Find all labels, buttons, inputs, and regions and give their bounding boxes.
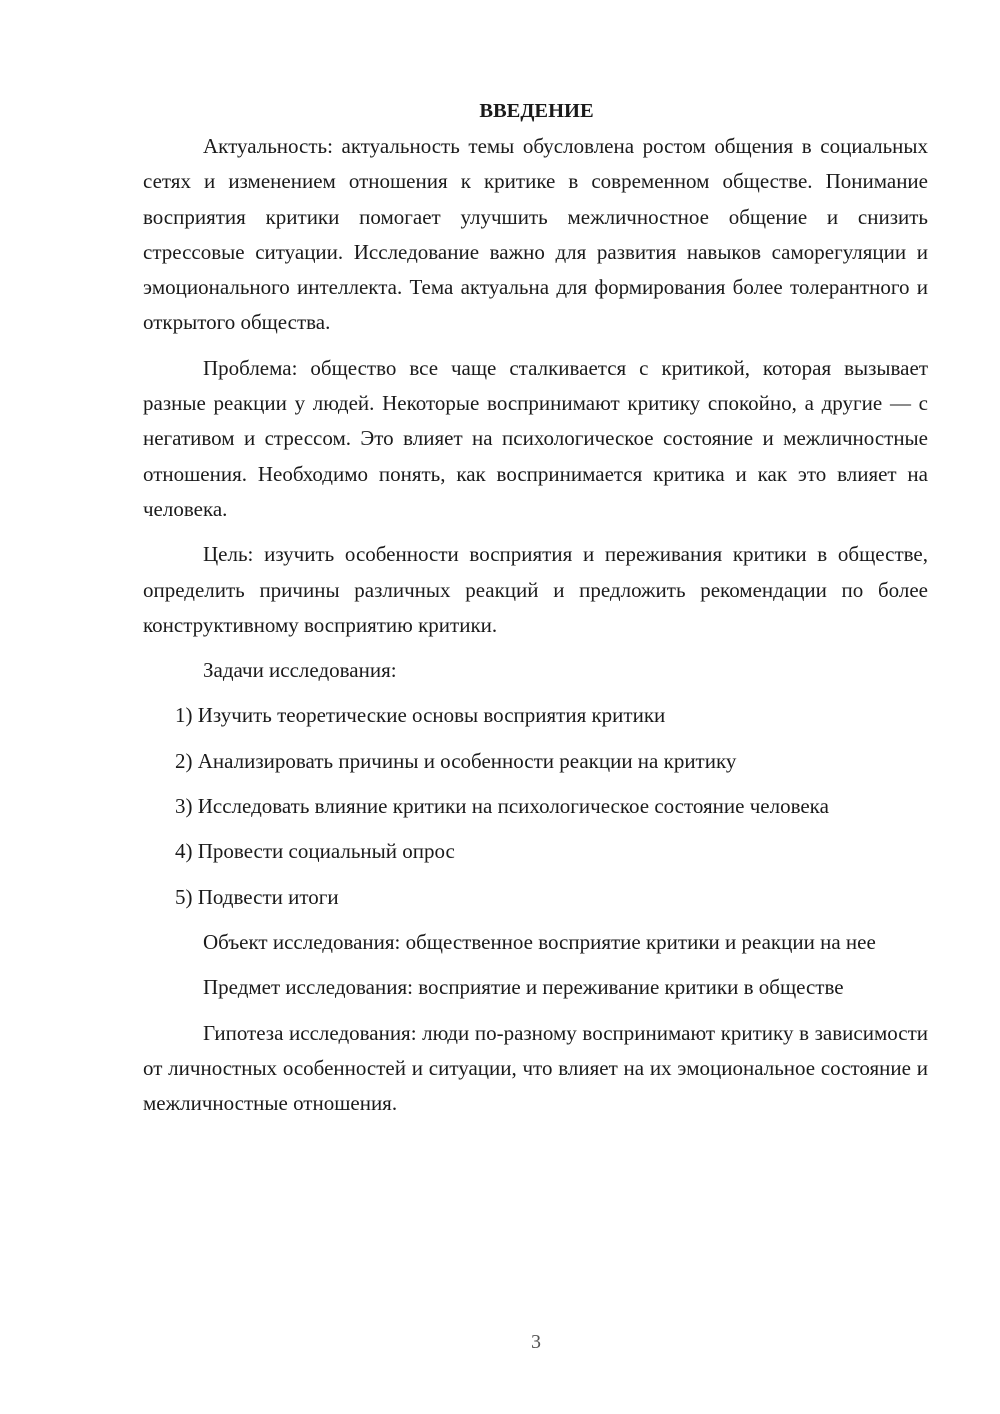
- task-item-2: 2) Анализировать причины и особенности реакции на критику: [175, 748, 737, 773]
- object-paragraph: Объект исследования: общественное восприятие критики и реакции на нее: [203, 929, 876, 954]
- page-number: 3: [531, 1331, 541, 1353]
- hypothesis-paragraph: Гипотеза исследования: люди по-разному воспринимают критику в зависимости от личностных особенностей и ситуации, что влияет на их эмоциональное состояние и межличностные отношения.: [143, 1020, 928, 1116]
- subject-paragraph: Предмет исследования: восприятие и переживание критики в обществе: [203, 975, 844, 1000]
- task-item-3: 3) Исследовать влияние критики на психологическое состояние человека: [175, 794, 829, 819]
- relevance-paragraph: Актуальность: актуальность темы обусловлена ростом общения в социальных сетях и изменением отношения к критике в современном обществе. Понимание восприятия критики помогает улучшить межличностное общение и снизить стрессовые ситуации. Исследование важно для развития навыков саморегуляции и эмоционального интеллекта. Тема актуальна для формирования более толерантного и открытого общества.: [143, 134, 928, 335]
- page-title: ВВЕДЕНИЕ: [479, 100, 594, 122]
- task-item-5: 5) Подвести итоги: [175, 884, 339, 909]
- goal-paragraph: Цель: изучить особенности восприятия и переживания критики в обществе, определить причины различных реакций и предложить рекомендации по более конструктивному восприятию критики.: [143, 542, 928, 637]
- task-item-1: 1) Изучить теоретические основы восприятия критики: [175, 703, 666, 728]
- problem-paragraph: Проблема: общество все чаще сталкивается с критикой, которая вызывает разные реакции у людей. Некоторые воспринимают критику спокойно, а другие — с негативом и стрессом. Это влияет на психологическое состояние и межличностные отношения. Необходимо понять, как воспринимается критика и как это влияет на человека.: [143, 355, 928, 521]
- page-content: [143, 94, 928, 1131]
- tasks-heading: Задачи исследования:: [203, 658, 397, 683]
- task-item-4: 4) Провести социальный опрос: [175, 839, 455, 864]
